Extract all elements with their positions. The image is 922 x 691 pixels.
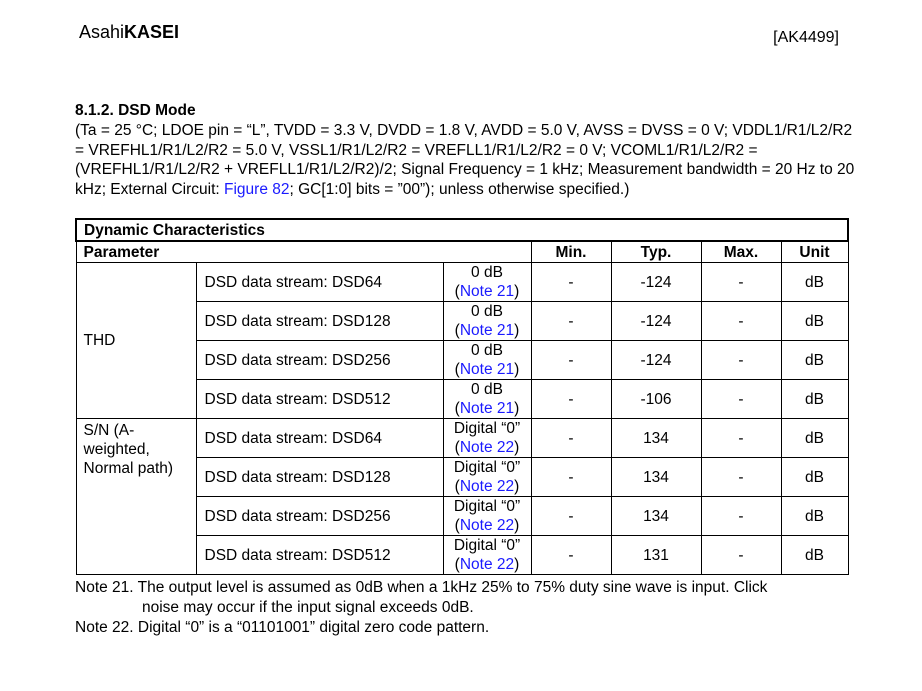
note-22: Note 22. Digital “0” is a “01101001” digital zero code pattern. — [75, 619, 490, 636]
note-link[interactable]: Note 21 — [459, 361, 515, 378]
level-cell — [443, 497, 531, 536]
typ-cell: -124 — [611, 302, 701, 341]
condition-cell: DSD data stream: DSD64 — [196, 263, 443, 302]
note-ref — [444, 477, 531, 496]
level-cell — [443, 380, 531, 419]
level-cell — [443, 341, 531, 380]
measurement-conditions — [75, 121, 855, 199]
min-cell: - — [531, 380, 611, 419]
note-open-paren: ( — [454, 283, 460, 300]
unit-cell: dB — [781, 458, 848, 497]
max-cell: - — [701, 302, 781, 341]
min-cell: - — [531, 302, 611, 341]
min-cell: - — [531, 497, 611, 536]
condition-cell: DSD data stream: DSD512 — [196, 536, 443, 575]
note-link[interactable]: Note 22 — [459, 478, 515, 495]
note-close-paren: ) — [514, 439, 520, 456]
note-open-paren: ( — [454, 517, 460, 534]
column-header-min: Min. — [531, 241, 611, 263]
unit-cell: dB — [781, 497, 848, 536]
note-ref — [444, 516, 531, 535]
note-link[interactable]: Note 22 — [459, 439, 515, 456]
level-text: Digital “0” — [453, 498, 521, 515]
unit-cell: dB — [781, 419, 848, 458]
max-cell: - — [701, 380, 781, 419]
section-title: 8.1.2. DSD Mode — [75, 102, 196, 119]
note-close-paren: ) — [514, 361, 520, 378]
note-21-continued: noise may occur if the input signal exceeds 0dB. — [142, 599, 474, 616]
dynamic-characteristics-table — [75, 218, 849, 575]
table-row — [76, 419, 848, 458]
condition-cell: DSD data stream: DSD64 — [196, 419, 443, 458]
note-ref — [444, 360, 531, 379]
table-notes — [75, 578, 855, 638]
typ-cell: 131 — [611, 536, 701, 575]
column-header-unit: Unit — [781, 241, 848, 263]
conditions-text-1: (Ta = 25 °C; LDOE pin = “L”, TVDD = 3.3 V, DVDD = 1.8 V, AVDD = 5.0 V, AVSS = DVSS = 0 V; VDDL1/R1/L2/R2 = VREFHL1/R1/L2/R2 = 5.0 V, VSSL1/R1/L2/R2 = VREFLL1/R1/L2/R2 = 0 V; VCOML1/R1/L2/R2 = (VREFHL1/R1/L2/R2 + VREFLL1/R1/L2/R2)/2; Signal Frequency = 1 kHz; Measurement bandwidth = 20 Hz to 20 kHz; External Circuit: — [75, 122, 855, 198]
level-cell — [443, 419, 531, 458]
max-cell: - — [701, 536, 781, 575]
note-open-paren: ( — [454, 439, 460, 456]
min-cell: - — [531, 458, 611, 497]
note-ref — [444, 321, 531, 340]
typ-cell: 134 — [611, 458, 701, 497]
level-text: Digital “0” — [453, 420, 521, 437]
column-header-parameter: Parameter — [76, 241, 531, 263]
min-cell: - — [531, 419, 611, 458]
level-text: Digital “0” — [453, 537, 521, 554]
table-row — [76, 263, 848, 302]
max-cell: - — [701, 419, 781, 458]
level-text: 0 dB — [471, 381, 503, 398]
note-link[interactable]: Note 21 — [459, 322, 515, 339]
column-header-typ: Typ. — [611, 241, 701, 263]
note-close-paren: ) — [514, 517, 520, 534]
level-text: 0 dB — [471, 264, 503, 281]
condition-cell: DSD data stream: DSD256 — [196, 341, 443, 380]
condition-cell: DSD data stream: DSD128 — [196, 302, 443, 341]
level-cell — [443, 536, 531, 575]
note-ref — [444, 282, 531, 301]
level-text: Digital “0” — [453, 459, 521, 476]
unit-cell: dB — [781, 302, 848, 341]
note-ref — [444, 555, 531, 574]
figure-82-link[interactable]: Figure 82 — [224, 180, 290, 198]
unit-cell: dB — [781, 536, 848, 575]
note-close-paren: ) — [514, 556, 520, 573]
max-cell: - — [701, 458, 781, 497]
note-link[interactable]: Note 21 — [459, 283, 515, 300]
typ-cell: 134 — [611, 497, 701, 536]
conditions-text-2: ; GC[1:0] bits = ”00”); unless otherwise specified.) — [289, 180, 630, 198]
typ-cell: -106 — [611, 380, 701, 419]
max-cell: - — [701, 263, 781, 302]
min-cell: - — [531, 263, 611, 302]
condition-cell: DSD data stream: DSD256 — [196, 497, 443, 536]
asahi-kasei-logo — [79, 22, 179, 43]
note-open-paren: ( — [454, 478, 460, 495]
max-cell: - — [701, 497, 781, 536]
note-close-paren: ) — [514, 322, 520, 339]
condition-cell: DSD data stream: DSD512 — [196, 380, 443, 419]
level-cell — [443, 458, 531, 497]
min-cell: - — [531, 536, 611, 575]
min-cell: - — [531, 341, 611, 380]
typ-cell: 134 — [611, 419, 701, 458]
note-open-paren: ( — [454, 361, 460, 378]
note-open-paren: ( — [454, 322, 460, 339]
note-open-paren: ( — [454, 556, 460, 573]
unit-cell: dB — [781, 380, 848, 419]
note-close-paren: ) — [514, 400, 520, 417]
unit-cell: dB — [781, 341, 848, 380]
parameter-cell: THD — [76, 263, 196, 419]
logo-asahi-text: Asahi — [79, 22, 125, 42]
max-cell: - — [701, 341, 781, 380]
note-link[interactable]: Note 22 — [459, 517, 515, 534]
note-close-paren: ) — [514, 283, 520, 300]
level-cell — [443, 263, 531, 302]
note-ref — [444, 399, 531, 418]
level-text: 0 dB — [471, 303, 503, 320]
logo-kasei-text: KASEI — [124, 22, 180, 42]
column-header-max: Max. — [701, 241, 781, 263]
table-section-header: Dynamic Characteristics — [76, 219, 848, 241]
level-cell — [443, 302, 531, 341]
document-id: [AK4499] — [773, 29, 839, 46]
note-link[interactable]: Note 21 — [459, 400, 515, 417]
note-close-paren: ) — [514, 478, 520, 495]
parameter-cell: S/N (A-weighted, Normal path) — [76, 419, 196, 575]
note-open-paren: ( — [454, 400, 460, 417]
note-link[interactable]: Note 22 — [459, 556, 515, 573]
unit-cell: dB — [781, 263, 848, 302]
note-ref — [444, 438, 531, 457]
note-21: Note 21. The output level is assumed as 0dB when a 1kHz 25% to 75% duty sine wave is input. Click — [75, 579, 768, 596]
typ-cell: -124 — [611, 263, 701, 302]
condition-cell: DSD data stream: DSD128 — [196, 458, 443, 497]
typ-cell: -124 — [611, 341, 701, 380]
level-text: 0 dB — [471, 342, 503, 359]
